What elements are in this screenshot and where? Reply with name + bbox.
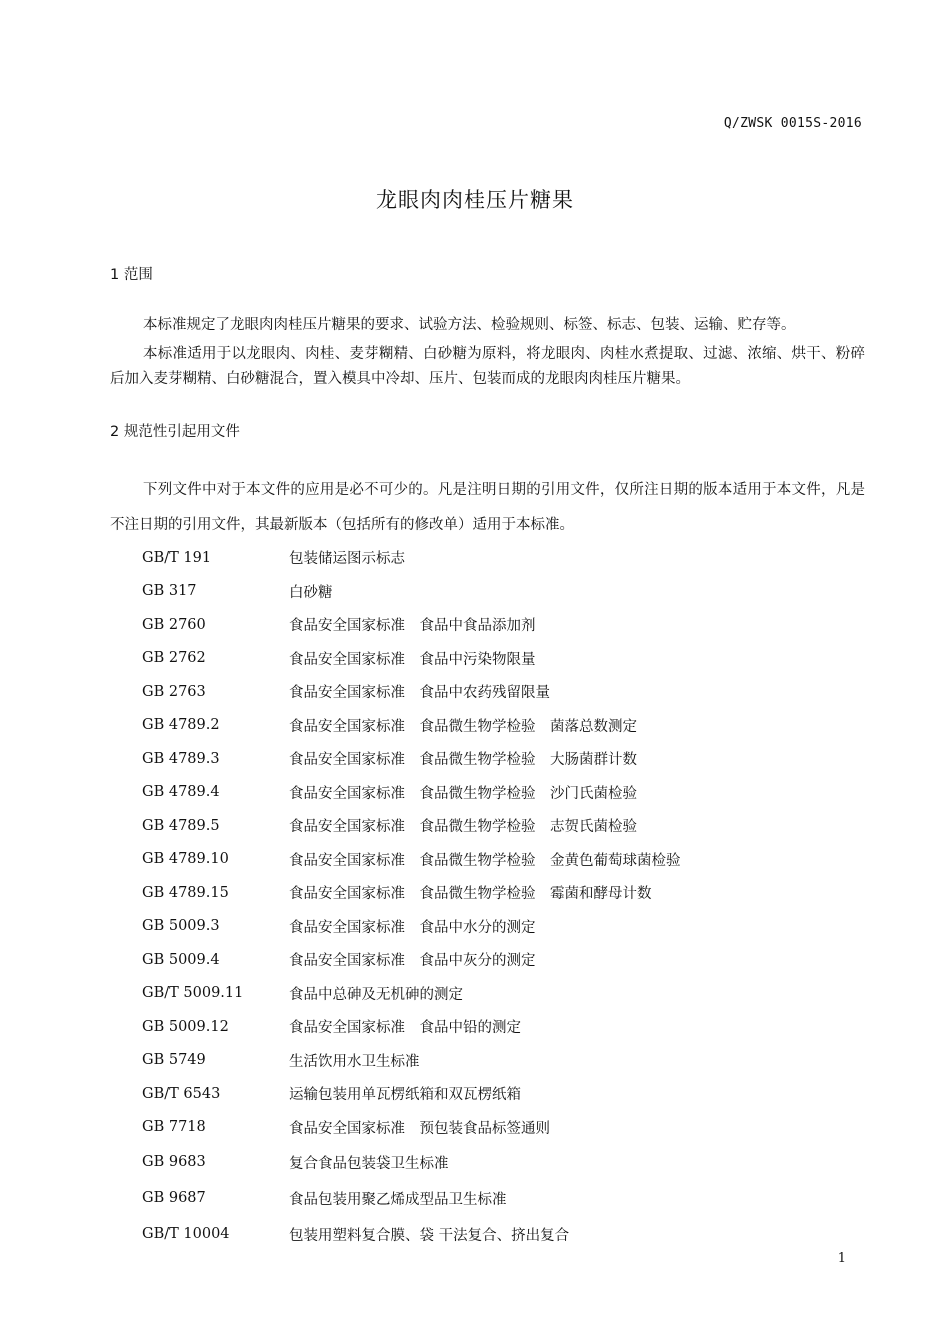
- reference-item: [142, 742, 681, 776]
- reference-name: 包装用塑料复合膜、袋 干法复合、挤出复合: [289, 1227, 570, 1244]
- reference-name: 生活饮用水卫生标准: [289, 1053, 420, 1070]
- reference-name: 白砂糖: [289, 584, 333, 601]
- reference-name: 食品安全国家标准 食品微生物学检验 菌落总数测定: [289, 718, 637, 735]
- reference-name: 包装储运图示标志: [289, 551, 405, 568]
- reference-name: 食品安全国家标准 食品中水分的测定: [289, 919, 536, 936]
- reference-name: 食品包装用聚乙烯成型品卫生标准: [289, 1191, 507, 1208]
- reference-code: GB 2763: [142, 683, 206, 700]
- reference-code: GB 4789.4: [142, 784, 220, 801]
- reference-code: GB/T 10004: [142, 1226, 230, 1242]
- reference-name: 食品安全国家标准 食品微生物学检验 大肠菌群计数: [289, 752, 637, 769]
- reference-item: [142, 843, 681, 877]
- section-heading-normative-references: 2 规范性引起用文件: [110, 424, 240, 440]
- reference-item: [142, 642, 681, 676]
- reference-name: 食品安全国家标准 食品中灰分的测定: [289, 953, 536, 970]
- reference-item: [142, 1111, 681, 1145]
- section-heading-scope: 1 范围: [110, 267, 153, 283]
- references-intro-paragraph: 下列文件中对于本文件的应用是必不可少的。凡是注明日期的引用文件，仅所注日期的版本适用于本文件，凡是不注日期的引用文件，其最新版本（包括所有的修改单）适用于本标准。: [110, 482, 865, 533]
- page-number: 1: [837, 1251, 846, 1266]
- reference-item: [142, 1010, 681, 1044]
- reference-code: GB 4789.3: [142, 750, 220, 767]
- reference-item: [142, 575, 681, 609]
- reference-code: GB 9687: [142, 1190, 206, 1206]
- reference-name: 食品中总砷及无机砷的测定: [289, 986, 463, 1003]
- reference-name: 复合食品包装袋卫生标准: [289, 1155, 449, 1172]
- reference-item: [142, 709, 681, 743]
- reference-name: 食品安全国家标准 食品微生物学检验 志贺氏菌检验: [289, 819, 637, 836]
- reference-code: GB 2760: [142, 616, 206, 633]
- reference-code: GB 317: [142, 583, 197, 600]
- reference-code: GB 9683: [142, 1154, 206, 1170]
- document-title: 龙眼肉肉桂压片糖果: [376, 188, 574, 212]
- reference-item: [142, 608, 681, 642]
- reference-item: [142, 876, 681, 910]
- reference-name: 食品安全国家标准 食品中食品添加剂: [289, 618, 536, 635]
- scope-paragraph-1: 本标准规定了龙眼肉肉桂压片糖果的要求、试验方法、检验规则、标签、标志、包装、运输、贮存等。: [143, 317, 796, 333]
- reference-item: [142, 1216, 681, 1252]
- reference-code: GB 4789.15: [142, 884, 229, 901]
- reference-item: [142, 1144, 681, 1180]
- reference-code: GB 7718: [142, 1119, 206, 1136]
- reference-item: [142, 943, 681, 977]
- reference-code: GB/T 191: [142, 549, 212, 566]
- reference-item: [142, 776, 681, 810]
- scope-paragraph-2: 本标准适用于以龙眼肉、肉桂、麦芽糊精、白砂糖为原料，将龙眼肉、肉桂水煮提取、过滤、浓缩、烘干、粉碎后加入麦芽糊精、白砂糖混合，置入模具中冷却、压片、包装而成的龙眼肉肉桂压片糖果。: [110, 346, 865, 387]
- reference-name: 食品安全国家标准 食品中铅的测定: [289, 1020, 521, 1037]
- reference-code: GB 4789.10: [142, 851, 229, 868]
- reference-code: GB/T 6543: [142, 1085, 221, 1102]
- reference-item: [142, 977, 681, 1011]
- reference-name: 食品安全国家标准 食品微生物学检验 霉菌和酵母计数: [289, 886, 652, 903]
- reference-code: GB 4789.2: [142, 717, 220, 734]
- reference-name: 食品安全国家标准 食品中污染物限量: [289, 651, 536, 668]
- document-code: Q/ZWSK 0015S-2016: [723, 116, 862, 131]
- reference-code: GB 5009.3: [142, 918, 220, 935]
- reference-code: GB 5749: [142, 1052, 206, 1069]
- reference-item: [142, 1044, 681, 1078]
- reference-code: GB/T 5009.11: [142, 985, 244, 1002]
- reference-item: [142, 1180, 681, 1216]
- reference-name: 食品安全国家标准 食品微生物学检验 金黄色葡萄球菌检验: [289, 852, 681, 869]
- reference-name: 食品安全国家标准 食品微生物学检验 沙门氏菌检验: [289, 785, 637, 802]
- reference-list: [142, 541, 681, 1252]
- reference-item: [142, 541, 681, 575]
- reference-name: 食品安全国家标准 食品中农药残留限量: [289, 685, 550, 702]
- reference-item: [142, 910, 681, 944]
- reference-code: GB 2762: [142, 650, 206, 667]
- reference-item: [142, 809, 681, 843]
- reference-code: GB 4789.5: [142, 817, 220, 834]
- reference-name: 运输包装用单瓦楞纸箱和双瓦楞纸箱: [289, 1087, 521, 1104]
- reference-item: [142, 1077, 681, 1111]
- reference-code: GB 5009.4: [142, 951, 220, 968]
- reference-code: GB 5009.12: [142, 1018, 229, 1035]
- reference-name: 食品安全国家标准 预包装食品标签通则: [289, 1120, 550, 1137]
- reference-item: [142, 675, 681, 709]
